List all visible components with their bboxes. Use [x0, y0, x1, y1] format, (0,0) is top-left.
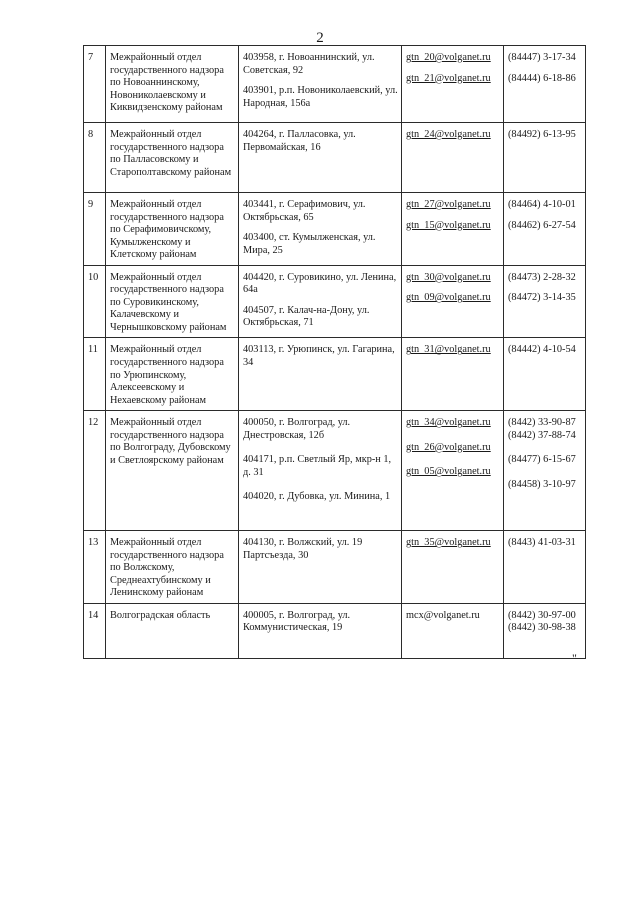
office-name: Межрайонный отдел государственного надзора по Волгограду, Дубовскому и Светлоярскому районам	[106, 411, 239, 531]
phone-entry: (8443) 41-03-31	[508, 537, 576, 549]
email-cell	[402, 193, 504, 266]
phone-entry: (84458) 3-10-97	[508, 478, 576, 490]
office-name: Межрайонный отдел государственного надзора по Суровикинскому, Калачевскому и Чернышковскому районам	[106, 265, 239, 338]
closing-quote: "	[572, 651, 577, 665]
phone-entry: (8442) 30-97-00 (8442) 30-98-38	[508, 609, 576, 634]
row-number: 13	[84, 531, 106, 604]
address-entry: 404130, г. Волжский, ул. 19 Партсъезда, 30	[243, 537, 363, 561]
email-cell	[402, 338, 504, 411]
phone-cell	[504, 123, 586, 193]
email-cell	[402, 265, 504, 338]
phone-entry: (84472) 3-14-35	[508, 292, 576, 304]
phone-cell	[504, 46, 586, 123]
row-number: 14	[84, 603, 106, 658]
email-cell	[402, 123, 504, 193]
address-entry: 404507, г. Калач-на-Дону, ул. Октябрьская, 71	[243, 304, 370, 329]
address-cell	[239, 338, 402, 411]
phone-entry: (84464) 4-10-01	[508, 199, 576, 210]
email-entry[interactable]: gtn_26@volganet.ru	[406, 441, 491, 453]
row-number: 12	[84, 411, 106, 531]
email-entry[interactable]: gtn_21@volganet.ru	[406, 72, 491, 84]
email-cell	[402, 46, 504, 123]
phone-cell	[504, 265, 586, 338]
row-number: 11	[84, 338, 106, 411]
address-entry: 403113, г. Урюпинск, ул. Гагарина, 34	[243, 344, 395, 369]
address-cell	[239, 123, 402, 193]
table-row	[84, 123, 586, 193]
address-entry: 403958, г. Новоаннинский, ул. Советская, 92	[243, 52, 375, 76]
phone-cell	[504, 531, 586, 604]
email-entry[interactable]: gtn_30@volganet.ru	[406, 271, 491, 283]
contacts-table	[83, 45, 586, 659]
email-entry[interactable]: gtn_24@volganet.ru	[406, 129, 491, 140]
email-entry[interactable]: gtn_09@volganet.ru	[406, 292, 491, 304]
office-name: Межрайонный отдел государственного надзора по Урюпинскому, Алексеевскому и Нехаевскому районам	[106, 338, 239, 411]
table-row	[84, 603, 586, 658]
address-entry: 403441, г. Серафимович, ул. Октябрьская, 65	[243, 199, 366, 223]
phone-entry: (84473) 2-28-32	[508, 271, 576, 283]
address-cell	[239, 46, 402, 123]
row-number: 10	[84, 265, 106, 338]
email-entry[interactable]: gtn_34@volganet.ru	[406, 417, 491, 429]
table-row	[84, 46, 586, 123]
address-entry: 403901, р.п. Новониколаевский, ул. Народная, 156а	[243, 85, 398, 109]
address-entry: 400050, г. Волгоград, ул. Днестровская, 12б	[243, 417, 351, 441]
address-entry: 404420, г. Суровикино, ул. Ленина, 64а	[243, 271, 397, 296]
address-entry: 404171, р.п. Светлый Яр, мкр-н 1, д. 31	[243, 454, 392, 478]
page-number: 2	[316, 30, 324, 46]
address-cell	[239, 265, 402, 338]
table-row	[84, 265, 586, 338]
table-row	[84, 193, 586, 266]
address-cell	[239, 531, 402, 604]
email-entry[interactable]: gtn_27@volganet.ru	[406, 199, 491, 210]
address-entry: 400005, г. Волгоград, ул. Коммунистическая, 19	[243, 609, 351, 634]
table-row	[84, 338, 586, 411]
table-body	[84, 46, 586, 659]
office-name: Межрайонный отдел государственного надзора по Новоаннинскому, Новониколаевскому и Киквидзенскому районам	[106, 46, 239, 123]
row-number: 7	[84, 46, 106, 123]
email-entry[interactable]: gtn_05@volganet.ru	[406, 466, 491, 478]
phone-entry: (8442) 33-90-87 (8442) 37-88-74	[508, 417, 576, 441]
phone-cell	[504, 411, 586, 531]
address-entry: 404264, г. Палласовка, ул. Первомайская, 16	[243, 129, 356, 153]
address-entry: 404020, г. Дубовка, ул. Минина, 1	[243, 491, 391, 503]
email-entry[interactable]: gtn_20@volganet.ru	[406, 52, 491, 63]
row-number: 8	[84, 123, 106, 193]
phone-entry: (84492) 6-13-95	[508, 129, 576, 140]
phone-entry: (84444) 6-18-86	[508, 72, 576, 84]
phone-entry: (84477) 6-15-67	[508, 454, 576, 466]
table-row	[84, 411, 586, 531]
address-cell	[239, 411, 402, 531]
email-cell	[402, 531, 504, 604]
office-name: Межрайонный отдел государственного надзора по Волжскому, Среднеахтубинскому и Ленинскому районам	[106, 531, 239, 604]
email-entry[interactable]: gtn_35@volganet.ru	[406, 537, 491, 549]
address-cell	[239, 193, 402, 266]
office-name: Межрайонный отдел государственного надзора по Серафимовичскому, Кумылженскому и Клетскому районам	[106, 193, 239, 266]
email-entry[interactable]: gtn_31@volganet.ru	[406, 344, 491, 356]
address-cell	[239, 603, 402, 658]
phone-cell	[504, 338, 586, 411]
office-name: Межрайонный отдел государственного надзора по Палласовскому и Старополтавскому районам	[106, 123, 239, 193]
email-entry[interactable]: mcx@volganet.ru	[406, 609, 480, 621]
email-cell	[402, 603, 504, 658]
address-entry: 403400, ст. Кумылженская, ул. Мира, 25	[243, 232, 376, 256]
phone-cell	[504, 193, 586, 266]
email-cell	[402, 411, 504, 531]
row-number: 9	[84, 193, 106, 266]
phone-entry: (84447) 3-17-34	[508, 52, 576, 63]
table-row	[84, 531, 586, 604]
phone-entry: (84462) 6-27-54	[508, 219, 576, 231]
email-entry[interactable]: gtn_15@volganet.ru	[406, 219, 491, 231]
phone-entry: (84442) 4-10-54	[508, 344, 576, 356]
office-name: Волгоградская область	[106, 603, 239, 658]
